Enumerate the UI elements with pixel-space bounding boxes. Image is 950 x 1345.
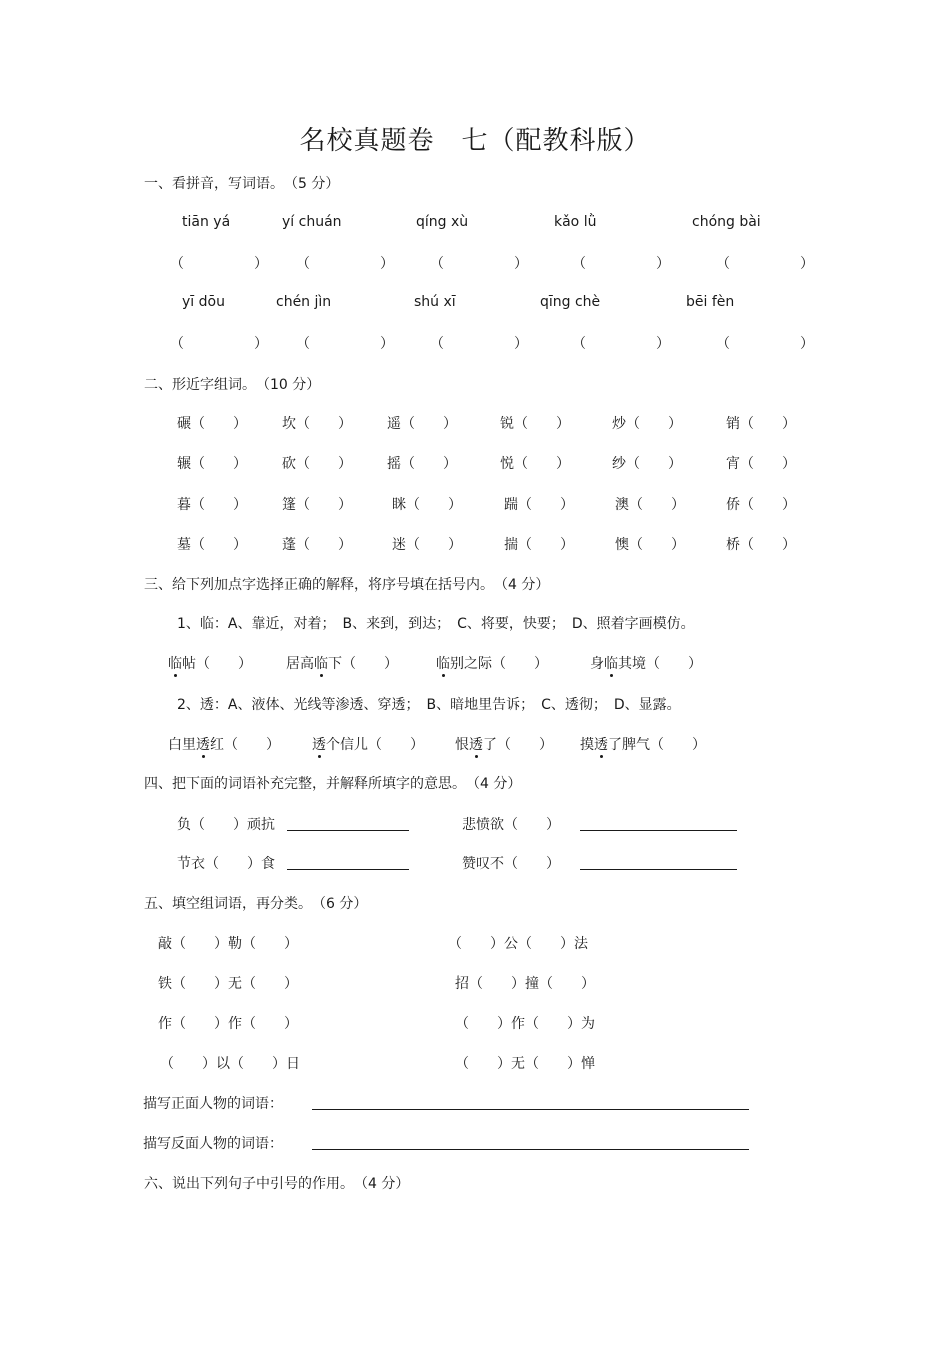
char-item: 懊（ ） xyxy=(615,537,685,553)
fill-word: （ ）以（ ）日 xyxy=(160,1056,300,1072)
pinyin-1-3: qíng xù xyxy=(416,214,469,230)
idiom-fill: 悲愤欲（ ） xyxy=(462,817,560,833)
char-item: 纱（ ） xyxy=(612,456,682,472)
char-item: 眯（ ） xyxy=(392,497,462,513)
fill-word: （ ）作（ ）为 xyxy=(455,1016,595,1032)
dotted-word: 透个信儿（ ） xyxy=(312,737,424,753)
q1-heading: 一、看拼音，写词语。 （5 分） xyxy=(144,176,340,192)
answer-paren-2-4[interactable]: （ ） xyxy=(572,336,670,352)
idiom-fill: 赞叹不（ ） xyxy=(462,856,560,872)
pinyin-2-5: bēi fèn xyxy=(686,294,735,310)
dotted-word: 居高临下（ ） xyxy=(286,656,398,672)
idiom-fill: 负（ ）顽抗 xyxy=(177,817,275,833)
dotted-word: 白里透红（ ） xyxy=(168,737,280,753)
char-item: 桥（ ） xyxy=(726,537,796,553)
char-item: 摇（ ） xyxy=(387,456,457,472)
answer-paren-2-3[interactable]: （ ） xyxy=(430,336,528,352)
q6-heading: 六、说出下列句子中引号的作用。 （4 分） xyxy=(144,1176,410,1192)
char-item: 砍（ ） xyxy=(282,456,352,472)
char-item: 遥（ ） xyxy=(387,416,457,432)
char-item: 篷（ ） xyxy=(282,497,352,513)
dotted-word: 临别之际（ ） xyxy=(436,656,548,672)
answer-paren-2-2[interactable]: （ ） xyxy=(296,336,394,352)
negative-words-label: 描写反面人物的词语： xyxy=(143,1136,283,1152)
char-item: 坎（ ） xyxy=(282,416,352,432)
fill-word: （ ）无（ ）惮 xyxy=(455,1056,595,1072)
pinyin-2-4: qīng chè xyxy=(540,294,601,310)
answer-line[interactable] xyxy=(580,869,737,870)
char-item: 澳（ ） xyxy=(615,497,685,513)
answer-paren-1-5[interactable]: （ ） xyxy=(716,256,814,272)
idiom-fill: 节衣（ ）食 xyxy=(177,856,275,872)
char-item: 悦（ ） xyxy=(500,456,570,472)
pinyin-2-2: chén jìn xyxy=(276,294,332,310)
answer-line[interactable] xyxy=(580,830,737,831)
answer-paren-1-2[interactable]: （ ） xyxy=(296,256,394,272)
char-item: 踹（ ） xyxy=(504,497,574,513)
q3-heading: 三、给下列加点字选择正确的解释，将序号填在括号内。 （4 分） xyxy=(144,577,550,593)
answer-line[interactable] xyxy=(287,830,409,831)
answer-paren-1-1[interactable]: （ ） xyxy=(170,256,268,272)
char-item: 销（ ） xyxy=(726,416,796,432)
fill-word: 敲（ ）勒（ ） xyxy=(158,936,298,952)
answer-line[interactable] xyxy=(287,869,409,870)
pinyin-1-5: chóng bài xyxy=(692,214,761,230)
fill-word: （ ）公（ ）法 xyxy=(448,936,588,952)
fill-word: 招（ ）撞（ ） xyxy=(455,976,595,992)
page-title: 名校真题卷 七（配教科版） xyxy=(299,126,651,156)
q5-heading: 五、填空组词语，再分类。 （6 分） xyxy=(144,896,368,912)
char-item: 暮（ ） xyxy=(177,497,247,513)
char-item: 蓬（ ） xyxy=(282,537,352,553)
positive-words-line[interactable] xyxy=(312,1109,749,1110)
q3-item1-definitions: 1、临：A、靠近，对着； B、来到，到达； C、将要，快要； D、照着字画模仿。 xyxy=(177,616,695,632)
answer-paren-2-5[interactable]: （ ） xyxy=(716,336,814,352)
dotted-word: 恨透了（ ） xyxy=(455,737,553,753)
char-item: 炒（ ） xyxy=(612,416,682,432)
char-item: 墓（ ） xyxy=(177,537,247,553)
char-item: 碾（ ） xyxy=(177,416,247,432)
pinyin-2-3: shú xī xyxy=(414,294,456,310)
char-item: 迷（ ） xyxy=(392,537,462,553)
pinyin-2-1: yī dōu xyxy=(182,294,225,310)
fill-word: 作（ ）作（ ） xyxy=(158,1016,298,1032)
answer-paren-1-4[interactable]: （ ） xyxy=(572,256,670,272)
answer-paren-2-1[interactable]: （ ） xyxy=(170,336,268,352)
char-item: 侨（ ） xyxy=(726,497,796,513)
dotted-word: 临帖（ ） xyxy=(168,656,252,672)
answer-paren-1-3[interactable]: （ ） xyxy=(430,256,528,272)
pinyin-1-2: yí chuán xyxy=(282,214,342,230)
dotted-word: 身临其境（ ） xyxy=(590,656,702,672)
positive-words-label: 描写正面人物的词语： xyxy=(143,1096,283,1112)
q4-heading: 四、把下面的词语补充完整，并解释所填字的意思。 （4 分） xyxy=(144,776,522,792)
char-item: 宵（ ） xyxy=(726,456,796,472)
char-item: 揣（ ） xyxy=(504,537,574,553)
char-item: 辗（ ） xyxy=(177,456,247,472)
q2-heading: 二、形近字组词。 （10 分） xyxy=(144,377,321,393)
char-item: 锐（ ） xyxy=(500,416,570,432)
pinyin-1-1: tiān yá xyxy=(182,214,231,230)
dotted-word: 摸透了脾气（ ） xyxy=(580,737,706,753)
pinyin-1-4: kǎo lǜ xyxy=(554,214,597,230)
q3-item2-definitions: 2、透：A、液体、光线等渗透、穿透； B、暗地里告诉； C、透彻； D、显露。 xyxy=(177,697,681,713)
fill-word: 铁（ ）无（ ） xyxy=(158,976,298,992)
negative-words-line[interactable] xyxy=(312,1149,749,1150)
